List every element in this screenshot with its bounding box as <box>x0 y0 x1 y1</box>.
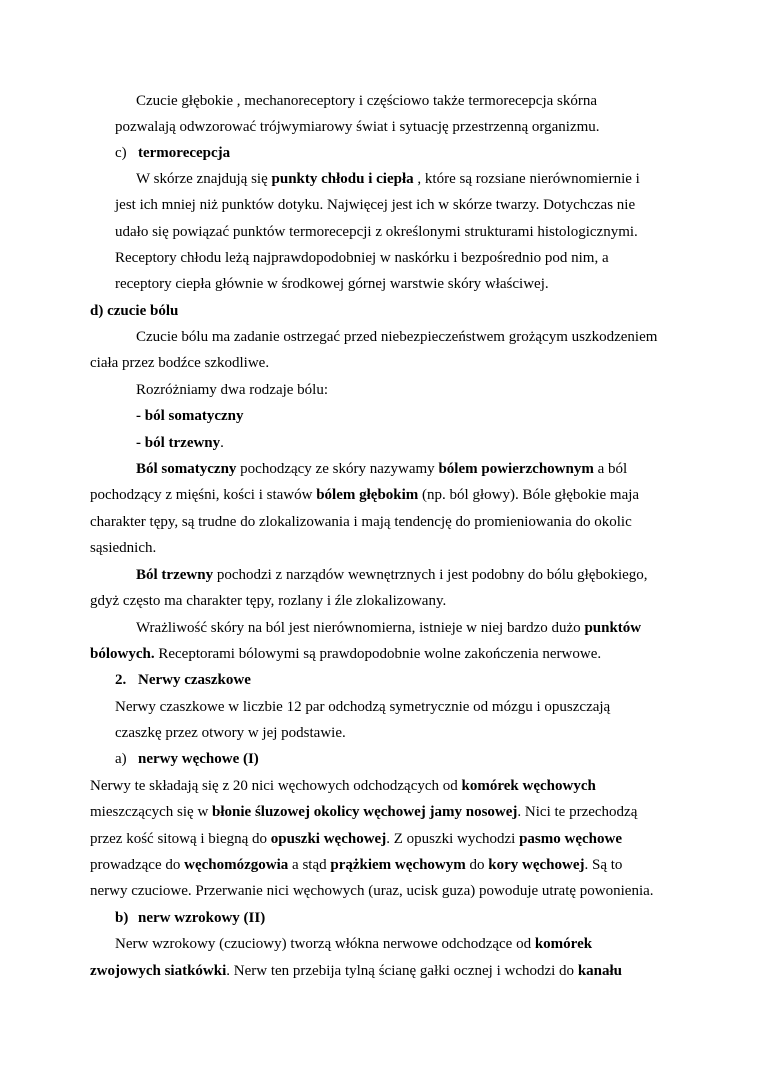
paragraph-line <box>90 509 632 535</box>
paragraph-line <box>115 720 346 746</box>
bold-text-run: bólowych. <box>90 646 155 662</box>
text-run: Czucie bólu ma zadanie ostrzegać przed niebezpieczeństwem grożącym uszkodzeniem <box>136 329 658 345</box>
text-run: (np. ból głowy). Bóle głębokie maja <box>418 487 640 503</box>
section-heading <box>90 298 178 324</box>
text-run: mieszczących się w <box>90 804 213 820</box>
text-run: pochodzący ze skóry nazywamy <box>236 461 439 477</box>
text-run: a stąd <box>288 857 331 873</box>
bold-text-run: pasmo węchowe <box>519 831 622 847</box>
text-run: Nerwy czaszkowe w liczbie 12 par odchodzą symetrycznie od mózgu i opuszczają <box>115 699 611 715</box>
text-run: przez kość sitową i biegną do <box>90 831 271 847</box>
text-run: czaszkę przez otwory w jej podstawie. <box>115 725 346 741</box>
bold-text-run: Ból somatyczny <box>136 461 237 477</box>
text-run: , które są rozsiane nierównomiernie i <box>413 171 640 187</box>
bold-text-run: prążkiem węchowym <box>330 857 466 873</box>
text-run: pozwalają odwzorować trójwymiarowy świat i sytuację przestrzenną organizmu. <box>115 119 600 135</box>
paragraph-line <box>90 826 622 852</box>
text-run: a ból <box>593 461 628 477</box>
text-run: Receptorami bólowymi są prawdopodobnie wolne zakończenia nerwowe. <box>154 646 602 662</box>
paragraph-line <box>90 958 622 984</box>
paragraph-line <box>115 271 549 297</box>
text-run: Nerw wzrokowy (czuciowy) tworzą włókna nerwowe odchodzące od <box>115 936 535 952</box>
paragraph-line <box>136 615 641 641</box>
bold-text-run: Nerwy czaszkowe <box>138 672 251 688</box>
text-run: . Są to <box>584 857 623 873</box>
bold-text-run: punkty chłodu i ciepła <box>271 171 414 187</box>
section-heading <box>138 140 230 166</box>
paragraph-line <box>115 192 635 218</box>
text-run: a) <box>115 751 127 767</box>
paragraph-line <box>90 773 596 799</box>
bold-text-run: zwojowych siatkówki <box>90 963 227 979</box>
subsection-heading <box>138 746 259 772</box>
text-run: . <box>220 435 224 451</box>
text-run: charakter tępy, są trudne do zlokalizowania i mają tendencję do promieniowania do okolic <box>90 514 632 530</box>
text-run: sąsiednich. <box>90 540 157 556</box>
text-run: prowadzące do <box>90 857 185 873</box>
paragraph-line <box>115 694 610 720</box>
bold-text-run: węchomózgowia <box>184 857 289 873</box>
bold-text-run: nerw wzrokowy (II) <box>138 910 266 926</box>
list-marker <box>115 667 126 693</box>
text-run: . Z opuszki wychodzi <box>386 831 520 847</box>
text-run: c) <box>115 145 127 161</box>
paragraph-line <box>90 799 637 825</box>
list-item <box>136 403 244 429</box>
paragraph-line <box>115 931 592 957</box>
text-run: jest ich mniej niż punktów dotyku. Najwięcej jest ich w skórze twarzy. Dotychczas nie <box>115 197 636 213</box>
bold-text-run: - ból trzewny <box>136 435 221 451</box>
paragraph-line <box>136 456 627 482</box>
list-marker <box>115 746 127 772</box>
bold-text-run: termorecepcja <box>138 145 231 161</box>
text-run: Receptory chłodu leżą najprawdopodobniej w naskórku i bezpośrednio pod nim, a <box>115 250 609 266</box>
bold-text-run: komórek <box>534 936 593 952</box>
bold-text-run: opuszki węchowej <box>270 831 387 847</box>
paragraph-line <box>136 88 597 114</box>
subsection-heading <box>138 905 265 931</box>
list-item <box>136 430 224 456</box>
text-run: gdyż często ma charakter tępy, rozlany i źle zlokalizowany. <box>90 593 447 609</box>
text-run: pochodzi z narządów wewnętrznych i jest podobny do bólu głębokiego, <box>213 567 648 583</box>
paragraph-line <box>115 114 600 140</box>
text-run: W skórze znajdują się <box>136 171 272 187</box>
text-run: . Nerw ten przebija tylną ścianę gałki ocznej i wchodzi do <box>226 963 578 979</box>
bold-text-run: kanału <box>577 963 623 979</box>
bold-text-run: d) czucie bólu <box>90 303 179 319</box>
paragraph-line <box>115 219 638 245</box>
bold-text-run: błonie śluzowej okolicy węchowej jamy nosowej <box>212 804 518 820</box>
bold-text-run: komórek węchowych <box>461 778 596 794</box>
text-run: udało się powiązać punktów termorecepcji z określonymi strukturami histologicznymi. <box>115 224 638 240</box>
bold-text-run: Ból trzewny <box>136 567 214 583</box>
bold-text-run: b) <box>115 910 129 926</box>
bold-text-run: kory węchowej <box>488 857 585 873</box>
text-run: ciała przez bodźce szkodliwe. <box>90 355 270 371</box>
paragraph-line <box>90 878 654 904</box>
paragraph-line <box>136 562 648 588</box>
bold-text-run: punktów <box>584 620 642 636</box>
text-run: Rozróżniamy dwa rodzaje bólu: <box>136 382 329 398</box>
paragraph-line <box>115 245 609 271</box>
text-run: Wrażliwość skóry na ból jest nierównomierna, istnieje w niej bardzo dużo <box>136 620 585 636</box>
text-run: nerwy czuciowe. Przerwanie nici węchowych (uraz, ucisk guza) powoduje utratę powonienia. <box>90 883 654 899</box>
paragraph-line <box>90 588 446 614</box>
text-run: Nerwy te składają się z 20 nici węchowych odchodzących od <box>90 778 462 794</box>
text-run: . Nici te przechodzą <box>517 804 638 820</box>
list-marker <box>115 140 127 166</box>
section-heading <box>138 667 251 693</box>
bold-text-run: nerwy węchowe (I) <box>138 751 259 767</box>
paragraph-line <box>90 482 639 508</box>
bold-text-run: bólem głębokim <box>316 487 419 503</box>
text-run: do <box>465 857 489 873</box>
bold-text-run: 2. <box>115 672 127 688</box>
paragraph-line <box>90 350 269 376</box>
bold-text-run: - ból somatyczny <box>136 408 244 424</box>
text-run: receptory ciepła głównie w środkowej górnej warstwie skóry właściwej. <box>115 276 549 292</box>
bold-text-run: bólem powierzchownym <box>438 461 594 477</box>
paragraph-line <box>136 324 657 350</box>
paragraph-line <box>136 377 328 403</box>
paragraph-line <box>136 166 640 192</box>
list-marker <box>115 905 128 931</box>
text-run: Czucie głębokie , mechanoreceptory i częściowo także termorecepcja skórna <box>136 93 598 109</box>
paragraph-line <box>90 641 601 667</box>
paragraph-line <box>90 535 156 561</box>
text-run: pochodzący z mięśni, kości i stawów <box>90 487 317 503</box>
paragraph-line <box>90 852 622 878</box>
